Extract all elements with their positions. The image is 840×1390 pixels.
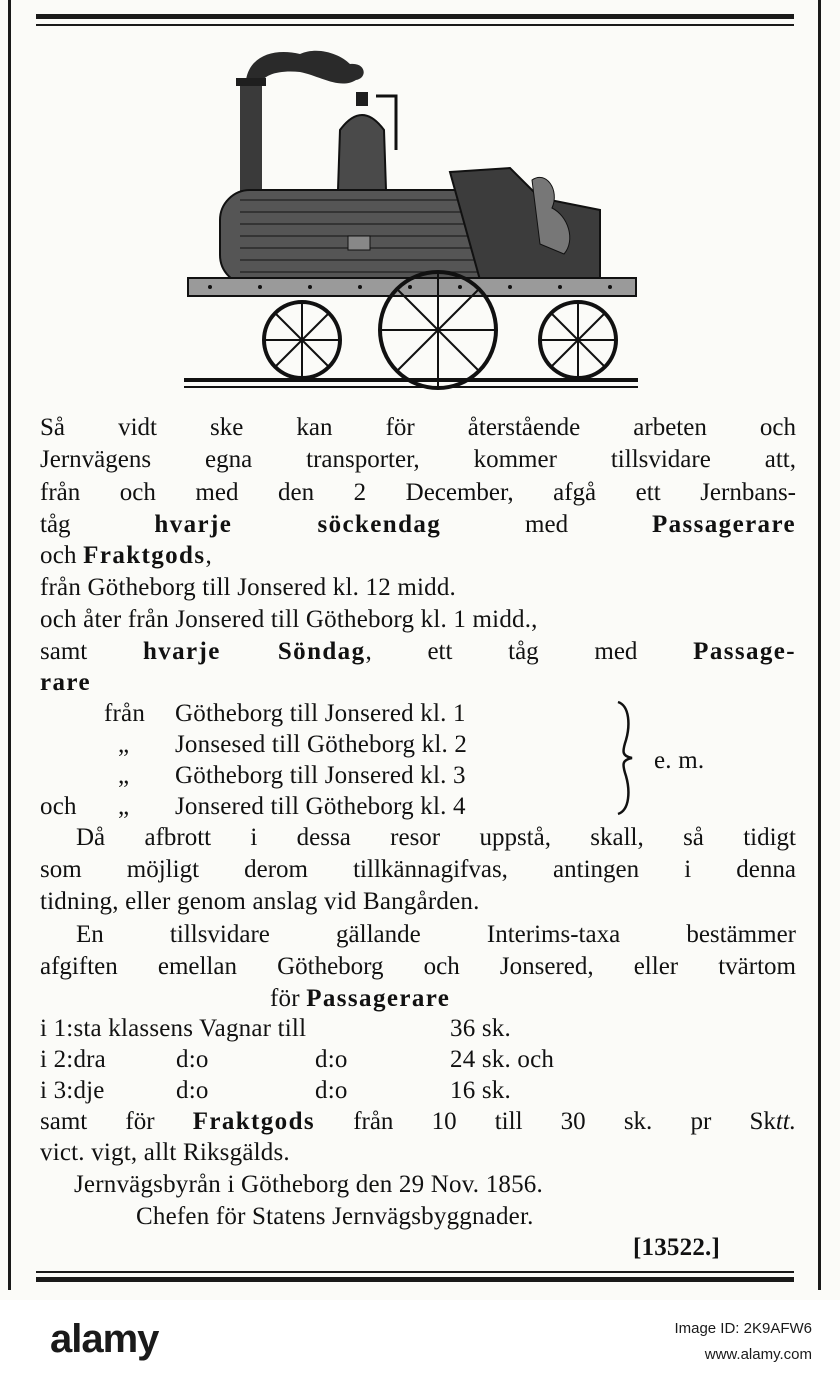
schedule-ditto: från — [104, 700, 146, 727]
para1-line5: och Fraktgods, — [40, 542, 212, 569]
para3-line1: En tillsvidare gällande Interims-taxa bestämmer — [76, 921, 796, 948]
para3-line2: afgiften emellan Götheborg och Jonsered, eller tvärtom — [40, 953, 796, 980]
para3-line3: för Passagerare — [270, 985, 451, 1012]
left-margin-line — [8, 0, 11, 1290]
bottom-rule-thin — [36, 1271, 794, 1273]
alamy-logo: alamy — [50, 1317, 159, 1361]
fare-ditto: d:o — [315, 1077, 348, 1104]
top-rule-thin — [36, 24, 794, 26]
para2-line3: tidning, eller genom anslag vid Bangården. — [40, 888, 480, 915]
fare-class: i 3:dje — [40, 1077, 105, 1104]
curly-brace — [612, 700, 638, 816]
steam-locomotive-illustration — [180, 40, 640, 395]
para1-line3: från och med den 2 December, afgå ett Jernbans- — [40, 479, 796, 506]
schedule-route: Jonsesed till Götheborg kl. 2 — [175, 731, 468, 758]
para1-line2: Jernvägens egna transporter, kommer tillsvidare att, — [40, 446, 796, 473]
right-margin-line — [818, 0, 821, 1290]
schedule-ditto: „ — [118, 731, 130, 758]
para1-line8: samt hvarje Söndag, ett tåg med Passage- — [40, 638, 797, 665]
fare-price: 16 sk. — [450, 1077, 511, 1104]
para2-line2: som möjligt derom tillkännagifvas, antingen i denna — [40, 856, 796, 883]
bottom-rule — [36, 1277, 794, 1282]
reference-number: [13522.] — [633, 1234, 721, 1261]
fare-ditto: d:o — [176, 1046, 209, 1073]
schedule-suffix: e. m. — [654, 747, 705, 774]
freight-line2: vict. vigt, allt Riksgälds. — [40, 1139, 290, 1166]
para1-line1: Så vidt ske kan för återstående arbeten och — [40, 414, 796, 441]
fare-class: i 2:dra — [40, 1046, 106, 1073]
fare-ditto: d:o — [176, 1077, 209, 1104]
watermark-url: www.alamy.com — [704, 1346, 812, 1363]
fare-price: 24 sk. och — [450, 1046, 555, 1073]
schedule-route: Jonsered till Götheborg kl. 4 — [175, 793, 466, 820]
freight-line1: samt för Fraktgods från 10 till 30 sk. pr Sktt. — [40, 1108, 796, 1135]
top-rule — [36, 14, 794, 19]
schedule-ditto: „ — [118, 793, 130, 820]
schedule-route: Götheborg till Jonsered kl. 1 — [175, 700, 466, 727]
fare-class: i 1:sta klassens Vagnar till — [40, 1015, 307, 1042]
schedule-ditto: „ — [118, 762, 130, 789]
para1-line4: tåg hvarje söckendag med Passagerare — [40, 511, 796, 538]
image-id: Image ID: 2K9AFW6 — [674, 1320, 812, 1337]
signature-place-date: Jernvägsbyrån i Götheborg den 29 Nov. 1856. — [74, 1171, 543, 1198]
para1-line6: från Götheborg till Jonsered kl. 12 midd. — [40, 574, 457, 601]
fare-price: 36 sk. — [450, 1015, 511, 1042]
schedule-prefix: och — [40, 793, 77, 820]
signature-office: Chefen för Statens Jernvägsbyggnader. — [136, 1203, 534, 1230]
fare-ditto: d:o — [315, 1046, 348, 1073]
para1-line9: rare — [40, 669, 91, 696]
para2-line1: Då afbrott i dessa resor uppstå, skall, så tidigt — [76, 824, 796, 851]
para1-line7: och åter från Jonsered till Götheborg kl. 1 midd., — [40, 606, 538, 633]
schedule-route: Götheborg till Jonsered kl. 3 — [175, 762, 466, 789]
